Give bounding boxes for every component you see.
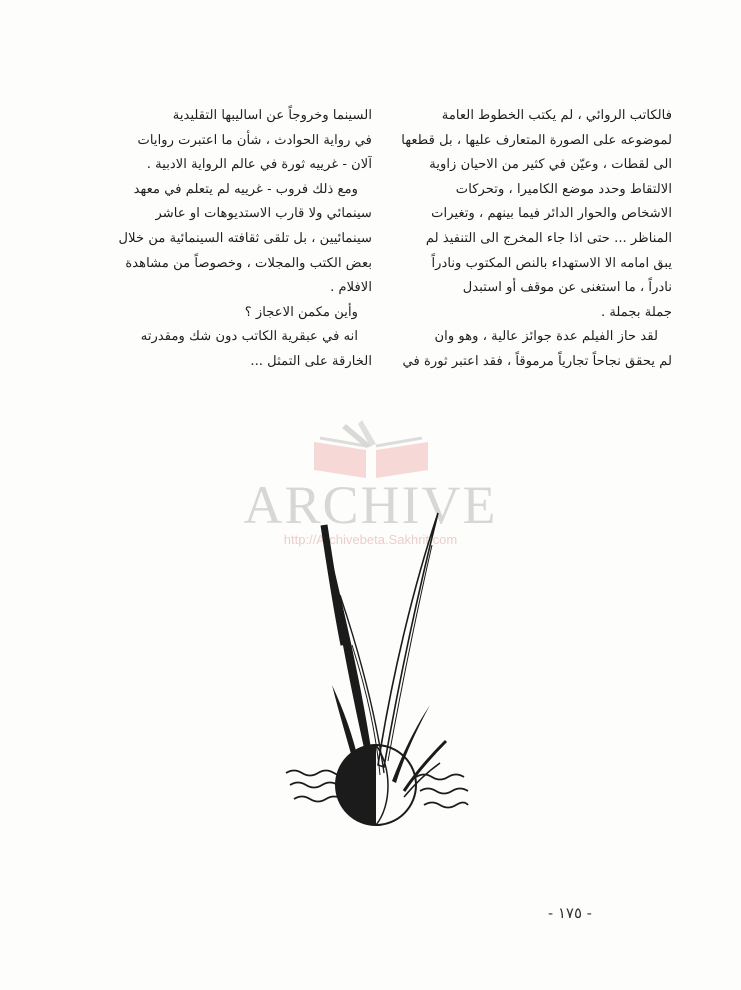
page-number: - ١٧٥ - <box>548 904 592 922</box>
text-line: سينمائيين ، بل تلقى ثقافته السينمائية من خلال <box>118 230 372 246</box>
text-line: لم يحقق نجاحاً تجارياً مرموقاً ، فقد اعتبر ثورة في <box>402 353 672 369</box>
text-line: ومع ذلك فروب - غرييه لم يتعلم في معهد <box>133 181 358 197</box>
text-line: الافلام . <box>330 280 372 296</box>
text-line: سينمائي ولا قارب الاستديوهات او عاشر <box>155 206 372 222</box>
reeds-and-sun-icon <box>280 505 480 835</box>
text-line: يبق امامه الا الاستهداء بالنص المكتوب ونادراً <box>431 255 672 271</box>
open-book-icon <box>306 420 436 480</box>
text-line: فالكاتب الروائي ، لم يكتب الخطوط العامة <box>441 108 672 123</box>
text-line: الخارقة على التمثل ... <box>250 353 372 369</box>
text-line: انه في عبقرية الكاتب دون شك ومقدرته <box>140 329 358 345</box>
watermark-url: http://Archivebeta.Sakhrit.com <box>283 532 458 547</box>
text-line: الالتقاط وحدد موضع الكاميرا ، وتحركات <box>455 181 672 197</box>
text-line: جملة بجملة . <box>600 304 672 320</box>
text-line: بعض الكتب والمجلات ، وخصوصاً من مشاهدة <box>125 255 372 271</box>
text-line: السينما وخروجاً عن اساليبها التقليدية <box>172 108 372 123</box>
text-line: لقد حاز الفيلم عدة جوائز عالية ، وهو وان <box>434 329 658 345</box>
text-line: في رواية الحوادث ، شأن ما اعتبرت روايات <box>137 132 372 148</box>
text-line: الاشخاص والحوار الدائر فيما بينهم ، وتغيرات <box>431 206 672 222</box>
text-column-left <box>100 104 372 375</box>
text-column-right <box>382 104 672 375</box>
question-line: وأين مكمن الاعجاز ؟ <box>244 304 358 320</box>
text-line: لموضوعه على الصورة المتعارف عليها ، بل قطعها <box>401 132 672 148</box>
text-line: الى لقطات ، وعيّن في كثير من الاحيان زاوية <box>429 157 672 173</box>
text-line: آلان - غرييه ثورة في عالم الرواية الادبية . <box>146 157 372 173</box>
text-line: نادراً ، ما استغنى عن موقف أو استبدل <box>462 280 672 296</box>
watermark-title: ARCHIVE <box>243 475 498 535</box>
text-line: المناظر ... حتى اذا جاء المخرج الى التنفيذ لم <box>425 230 672 246</box>
